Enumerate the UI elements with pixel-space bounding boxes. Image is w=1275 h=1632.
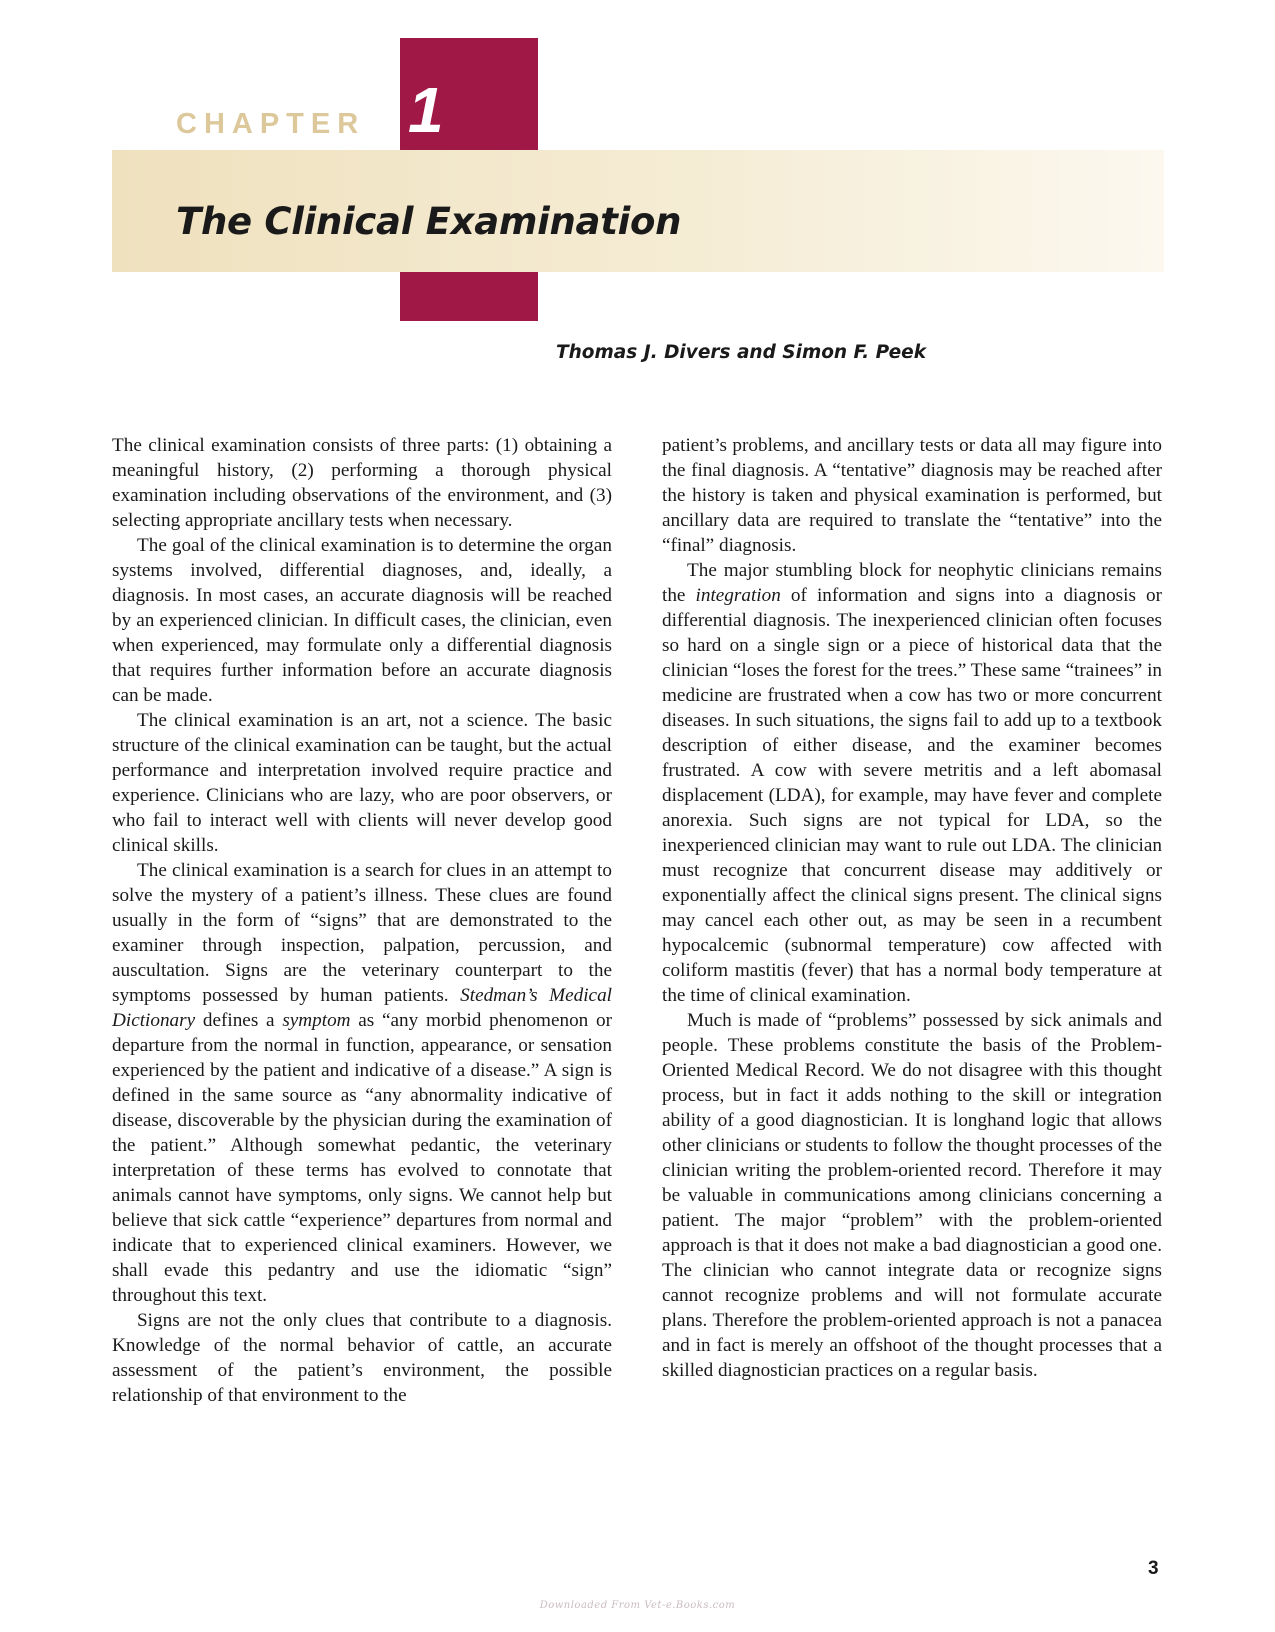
chapter-label: CHAPTER	[176, 108, 366, 140]
paragraph-text: The major stumbling block for neophytic clinicians remains the	[662, 560, 1162, 606]
paragraph: The clinical examination is an art, not a science. The basic structure of the clinical examination can be taught, but the actual performance and interpretation involved require practice and experience. Clinicians who are lazy, who are poor observers, or who fail to interact well with clients will never develop good clinical skills.	[112, 710, 612, 856]
chapter-number: 1	[408, 74, 444, 146]
watermark: Downloaded From Vet-e.Books.com	[539, 1600, 736, 1611]
right-column	[662, 433, 1162, 1383]
paragraph: The clinical examination consists of three parts: (1) obtaining a meaningful history, (2) performing a thorough physical examination including observations of the environment, and (3) selecting appropriate ancillary tests when necessary.	[112, 435, 612, 531]
page-number: 3	[1148, 1558, 1159, 1579]
accent-block	[400, 272, 538, 321]
paragraph-text: defines a	[195, 1010, 283, 1031]
paragraph	[112, 858, 612, 1308]
paragraph	[662, 558, 1162, 1008]
paragraph: The goal of the clinical examination is to determine the organ systems involved, differential diagnoses, and, ideally, a diagnosis. In most cases, an accurate diagnosis will be reached by an experienced clinician. In difficult cases, the clinician, even when experienced, may formulate only a differential diagnosis that requires further information before an accurate diagnosis can be made.	[112, 535, 612, 706]
paragraph-text: as “any morbid phenomenon or departure from the normal in function, appearance, or sensation experienced by the patient and indicative of a disease.” A sign is defined in the same source as “any abnormality indicative of disease, discoverable by the physician during the examination of the patient.” Although somewhat pedantic, the veterinary interpretation of these terms has evolved to connotate that animals cannot have symptoms, only signs. We cannot help but believe that sick cattle “experience” departures from normal and indicate that to experienced clinical examiners. However, we shall evade this pedantry and use the idiomatic “sign” throughout this text.	[112, 1010, 612, 1306]
emphasis-term: symptom	[282, 1010, 351, 1031]
paragraph: Much is made of “problems” possessed by sick animals and people. These problems constitute the basis of the Problem-Oriented Medical Record. We do not disagree with this thought process, but in fact it adds nothing to the skill or integration ability of a good diagnostician. It is longhand logic that allows other clinicians or students to follow the thought processes of the clinician writing the problem-oriented record. Therefore it may be valuable in communications among clinicians concerning a patient. The major “problem” with the problem-oriented approach is that it does not make a bad diagnostician a good one. The clinician who cannot integrate data or recognize signs cannot recognize problems and will not formulate accurate plans. Therefore the problem-oriented approach is not a panacea and in fact is merely an offshoot of the thought processes that a skilled diagnostician practices on a regular basis.	[662, 1010, 1162, 1381]
chapter-title: The Clinical Examination	[176, 200, 682, 243]
paragraph: patient’s problems, and ancillary tests or data all may figure into the final diagnosis. A “tentative” diagnosis may be reached after the history is taken and physical examination is performed, but ancillary data are required to translate the “tentative” into the “final” diagnosis.	[662, 435, 1162, 556]
dictionary-title: Stedman’s Medical Dictionary	[112, 985, 613, 1031]
paragraph-text: The clinical examination is a search for clues in an attempt to solve the mystery of a patient’s illness. These clues are found usually in the form of “signs” that are demonstrated to the examiner through inspection, palpation, percussion, and auscultation. Signs are the veterinary counterpart to the symptoms possessed by human patients.	[112, 860, 612, 1006]
authors: Thomas J. Divers and Simon F. Peek	[556, 342, 927, 363]
paragraph-text: of information and signs into a diagnosis or differential diagnosis. The inexperienced clinician often focuses so hard on a single sign or a piece of historical data that the clinician “loses the forest for the trees.” These same “trainees” in medicine are frustrated when a cow has two or more concurrent diseases. In such situations, the signs fail to add up to a textbook description of either disease, and the examiner becomes frustrated. A cow with severe metritis and a left abomasal displacement (LDA), for example, may have fever and complete anorexia. Such signs are not typical for LDA, so the inexperienced clinician may want to rule out LDA. The clinician must recognize that concurrent disease may additively or exponentially affect the clinical signs present. The clinical signs may cancel each other out, as may be seen in a recumbent hypocalcemic (subnormal temperature) cow affected with coliform mastitis (fever) that has a normal body temperature at the time of clinical examination.	[662, 585, 1162, 1006]
emphasis-term: integration	[695, 585, 781, 606]
paragraph: Signs are not the only clues that contribute to a diagnosis. Knowledge of the normal behavior of cattle, an accurate assessment of the patient’s environment, the possible relationship of that environment to the	[112, 1310, 612, 1406]
left-column	[112, 433, 612, 1408]
